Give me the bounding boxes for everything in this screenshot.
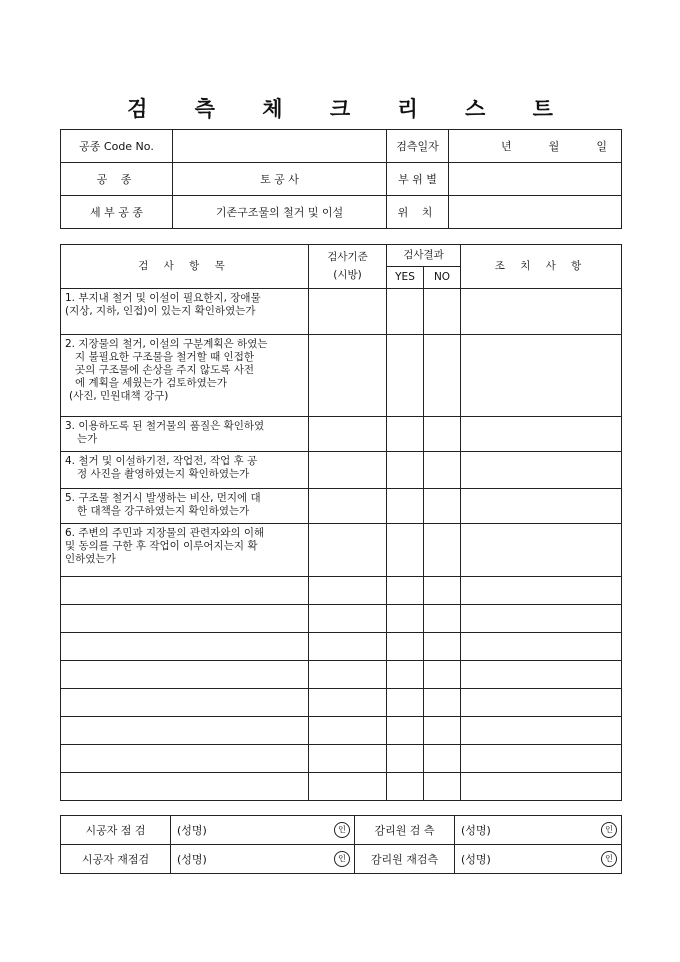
supervisor-inspect-label: 감리원 검 측: [355, 816, 455, 845]
inspection-date-field: [449, 130, 622, 163]
check-item-1: [61, 289, 309, 335]
item-line: 정 사진을 촬영하였는지 확인하였는가: [77, 468, 250, 480]
name-label: (성명): [461, 853, 491, 866]
checklist-row: [61, 289, 622, 335]
no-cell: [424, 452, 461, 489]
standard-cell: [309, 489, 387, 524]
item-line: (지상, 지하, 인접)이 있는지 확인하였는가: [65, 305, 256, 317]
checklist-row: [61, 524, 622, 577]
item-line: 및 동의를 구한 후 작업이 이루어지는지 확: [65, 540, 258, 552]
empty-row: [61, 689, 622, 717]
checklist-row: [61, 452, 622, 489]
check-item-5: [61, 489, 309, 524]
yes-cell: [387, 289, 424, 335]
contractor-check-name-field: [171, 816, 355, 845]
seal-mark: 인: [601, 851, 617, 867]
col-no: NO: [424, 267, 461, 289]
check-item-4: [61, 452, 309, 489]
standard-cell: [309, 289, 387, 335]
empty-row: [61, 577, 622, 605]
yes-cell: [387, 452, 424, 489]
item-line: 한 대책을 강구하였는지 확인하였는가: [77, 505, 250, 517]
standard-cell: [309, 524, 387, 577]
signature-row: [61, 845, 622, 874]
checklist-row: [61, 489, 622, 524]
check-item-6: [61, 524, 309, 577]
date-month-label: 월: [548, 140, 560, 153]
page-title: 검 측 체 크 리 스 트: [127, 96, 573, 121]
item-line: 에 계획을 세웠는가 검토하였는가: [75, 377, 228, 389]
item-line: 곳의 구조물에 손상을 주지 않도록 사전: [75, 364, 254, 376]
check-item-3: [61, 417, 309, 452]
header-row-work-type: [61, 163, 622, 196]
item-line: 1. 부지내 철거 및 이설이 필요한지, 장애물: [65, 292, 261, 304]
col-yes: YES: [387, 267, 424, 289]
item-line: 4. 철거 및 이설하기전, 작업전, 작업 후 공: [65, 455, 258, 467]
col-action: 조 치 사 항: [461, 245, 622, 289]
location-label: 위 치: [387, 196, 449, 229]
supervisor-reinspect-label: 감리원 재검측: [355, 845, 455, 874]
col-standard-title: 검사기준: [327, 251, 368, 263]
inspection-date-label: 검측일자: [387, 130, 449, 163]
action-cell: [461, 524, 622, 577]
no-cell: [424, 335, 461, 417]
contractor-check-label: 시공자 점 검: [61, 816, 171, 845]
work-type-value: 토 공 사: [173, 163, 387, 196]
code-value: [173, 130, 387, 163]
supervisor-reinspect-name-field: [455, 845, 622, 874]
yes-cell: [387, 489, 424, 524]
col-result: 검사결과: [387, 245, 461, 267]
code-label: 공종 Code No.: [61, 130, 173, 163]
detail-work-value: 기존구조물의 철거 및 이설: [173, 196, 387, 229]
name-label: (성명): [177, 824, 207, 837]
empty-row: [61, 745, 622, 773]
date-year-label: 년: [501, 140, 512, 153]
item-line: 는가: [77, 433, 98, 445]
no-cell: [424, 524, 461, 577]
supervisor-inspect-name-field: [455, 816, 622, 845]
standard-cell: [309, 452, 387, 489]
part-value: [449, 163, 622, 196]
item-line: 지 불필요한 구조물을 철거할 때 인접한: [75, 351, 254, 363]
detail-work-label: 세 부 공 종: [61, 196, 173, 229]
no-cell: [424, 489, 461, 524]
col-standard-sub: (시방): [333, 269, 362, 281]
empty-row: [61, 605, 622, 633]
part-label: 부 위 별: [387, 163, 449, 196]
yes-cell: [387, 417, 424, 452]
contractor-recheck-name-field: [171, 845, 355, 874]
item-line: 5. 구조물 철거시 발생하는 비산, 먼지에 대: [65, 492, 261, 504]
action-cell: [461, 417, 622, 452]
no-cell: [424, 417, 461, 452]
name-label: (성명): [177, 853, 207, 866]
standard-cell: [309, 335, 387, 417]
checklist-table: [60, 244, 622, 801]
empty-row: [61, 717, 622, 745]
work-type-label: 공 종: [61, 163, 173, 196]
seal-mark: 인: [601, 822, 617, 838]
item-line: 인하였는가: [65, 553, 116, 565]
action-cell: [461, 489, 622, 524]
seal-mark: 인: [334, 851, 350, 867]
signature-row: [61, 816, 622, 845]
empty-row: [61, 773, 622, 801]
item-line: (사진, 민원대책 강구): [69, 390, 169, 402]
checklist-header-row: [61, 245, 622, 267]
action-cell: [461, 335, 622, 417]
standard-cell: [309, 417, 387, 452]
name-label: (성명): [461, 824, 491, 837]
header-row-code: [61, 130, 622, 163]
seal-mark: 인: [334, 822, 350, 838]
action-cell: [461, 289, 622, 335]
inspection-header-table: [60, 129, 622, 229]
empty-row: [61, 633, 622, 661]
col-standard: [309, 245, 387, 289]
col-inspection-item: 검 사 항 목: [61, 245, 309, 289]
checklist-row: [61, 417, 622, 452]
header-row-detail: [61, 196, 622, 229]
action-cell: [461, 452, 622, 489]
empty-row: [61, 661, 622, 689]
item-line: 6. 주변의 주민과 지장물의 관련자와의 이해: [65, 527, 265, 539]
check-item-2: [61, 335, 309, 417]
item-line: 2. 지장물의 철거, 이설의 구분계획은 하였는: [65, 338, 268, 350]
yes-cell: [387, 524, 424, 577]
checklist-row: [61, 335, 622, 417]
no-cell: [424, 289, 461, 335]
location-value: [449, 196, 622, 229]
date-day-label: 일: [596, 140, 607, 153]
yes-cell: [387, 335, 424, 417]
signature-table: [60, 815, 622, 874]
contractor-recheck-label: 시공자 재점검: [61, 845, 171, 874]
item-line: 3. 이용하도록 된 철거물의 품질은 확인하였: [65, 420, 265, 432]
